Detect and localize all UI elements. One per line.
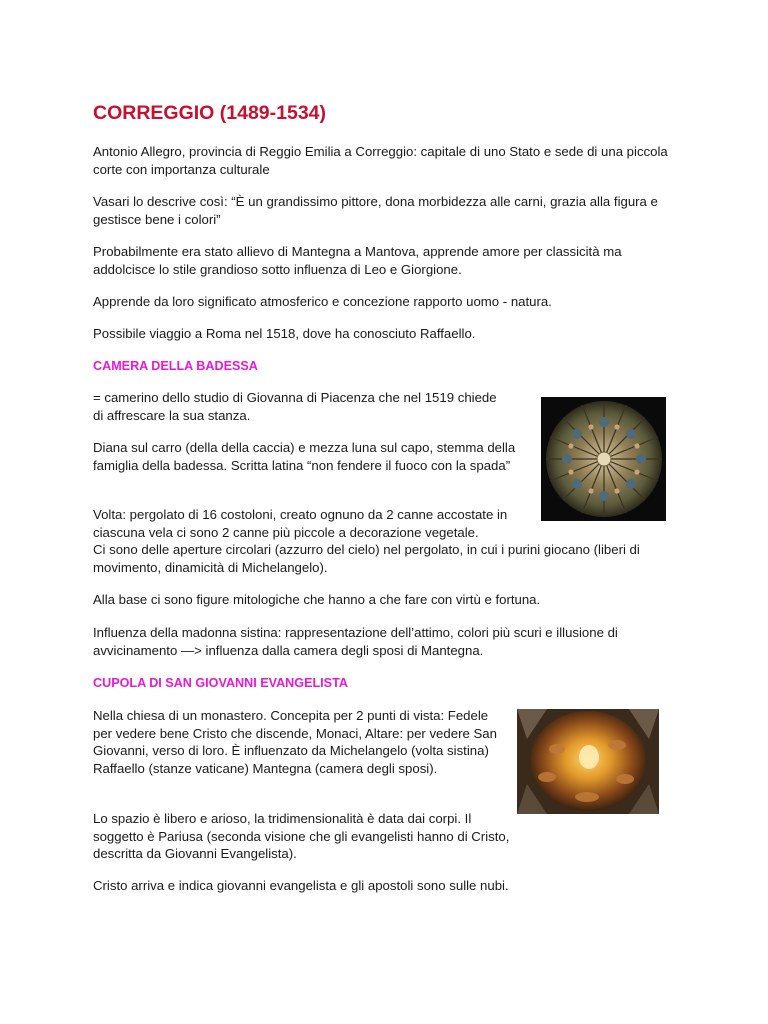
camera-badessa-vault-image (541, 397, 666, 521)
section2-paragraph-2: Lo spazio è libero e arioso, la tridimensionalità è data dai corpi. Il soggetto è Pariusa (seconda visione che gli evangelisti hanno di Cristo, descritta da Giovanni Evangelista). (93, 811, 510, 861)
section1-paragraph-1: = camerino dello studio di Giovanna di Piacenza che nel 1519 chiede di affrescare la sua stanza. (93, 390, 497, 423)
page-title: CORREGGIO (1489-1534) (93, 102, 327, 124)
intro-paragraph-4: Apprende da loro significato atmosferico e concezione rapporto uomo - natura. (93, 294, 552, 309)
section2-paragraph-3: Cristo arriva e indica giovanni evangelista e gli apostoli sono sulle nubi. (93, 878, 509, 893)
intro-paragraph-5: Possibile viaggio a Roma nel 1518, dove ha conosciuto Raffaello. (93, 326, 476, 341)
section1-paragraph-5: Alla base ci sono figure mitologiche che hanno a che fare con virtù e fortuna. (93, 592, 541, 607)
intro-paragraph-1: Antonio Allegro, provincia di Reggio Emilia a Correggio: capitale di uno Stato e sede di una piccola corte con importanza culturale (93, 144, 668, 177)
intro-paragraph-3: Probabilmente era stato allievo di Mantegna a Mantova, apprende amore per classicità ma addolcisce lo stile grandioso sotto influenza di Leo e Giorgione. (93, 244, 622, 277)
cupola-san-giovanni-image (517, 709, 659, 814)
section1-paragraph-3: Volta: pergolato di 16 costoloni, creato ognuno da 2 canne accostate in ciascuna vela ci sono 2 canne più piccole a decorazione vegetale. (93, 507, 508, 540)
section1-paragraph-4: Ci sono delle aperture circolari (azzurro del cielo) nel pergolato, in cui i purini giocano (liberi di movimento, dinamicità di Michelangelo). (93, 542, 640, 575)
cupola-fresco-artwork (517, 709, 659, 814)
vault-pergola-artwork (545, 400, 663, 518)
section-heading-cupola-san-giovanni: CUPOLA DI SAN GIOVANNI EVANGELISTA (93, 676, 348, 690)
section-heading-camera-badessa: CAMERA DELLA BADESSA (93, 359, 258, 373)
intro-paragraph-2: Vasari lo descrive così: “È un grandissimo pittore, dona morbidezza alle carni, grazia alla figura e gestisce bene i colori” (93, 194, 658, 227)
section2-paragraph-1: Nella chiesa di un monastero. Concepita per 2 punti di vista: Fedele per vedere bene Cristo che discende, Monaci, Altare: per vedere San Giovanni, verso di loro. È influenzato da Michelangelo (volta sistina) Raffaello (stanze vaticane) Mantegna (camera degli sposi). (93, 708, 497, 776)
section1-paragraph-2: Diana sul carro (della della caccia) e mezza luna sul capo, stemma della famiglia della badessa. Scritta latina “non fendere il fuoco con la spada” (93, 440, 516, 473)
section1-paragraph-6: Influenza della madonna sistina: rappresentazione dell’attimo, colori più scuri e illusione di avvicinamento —> influenza dalla camera degli sposi di Mantegna. (93, 625, 618, 658)
